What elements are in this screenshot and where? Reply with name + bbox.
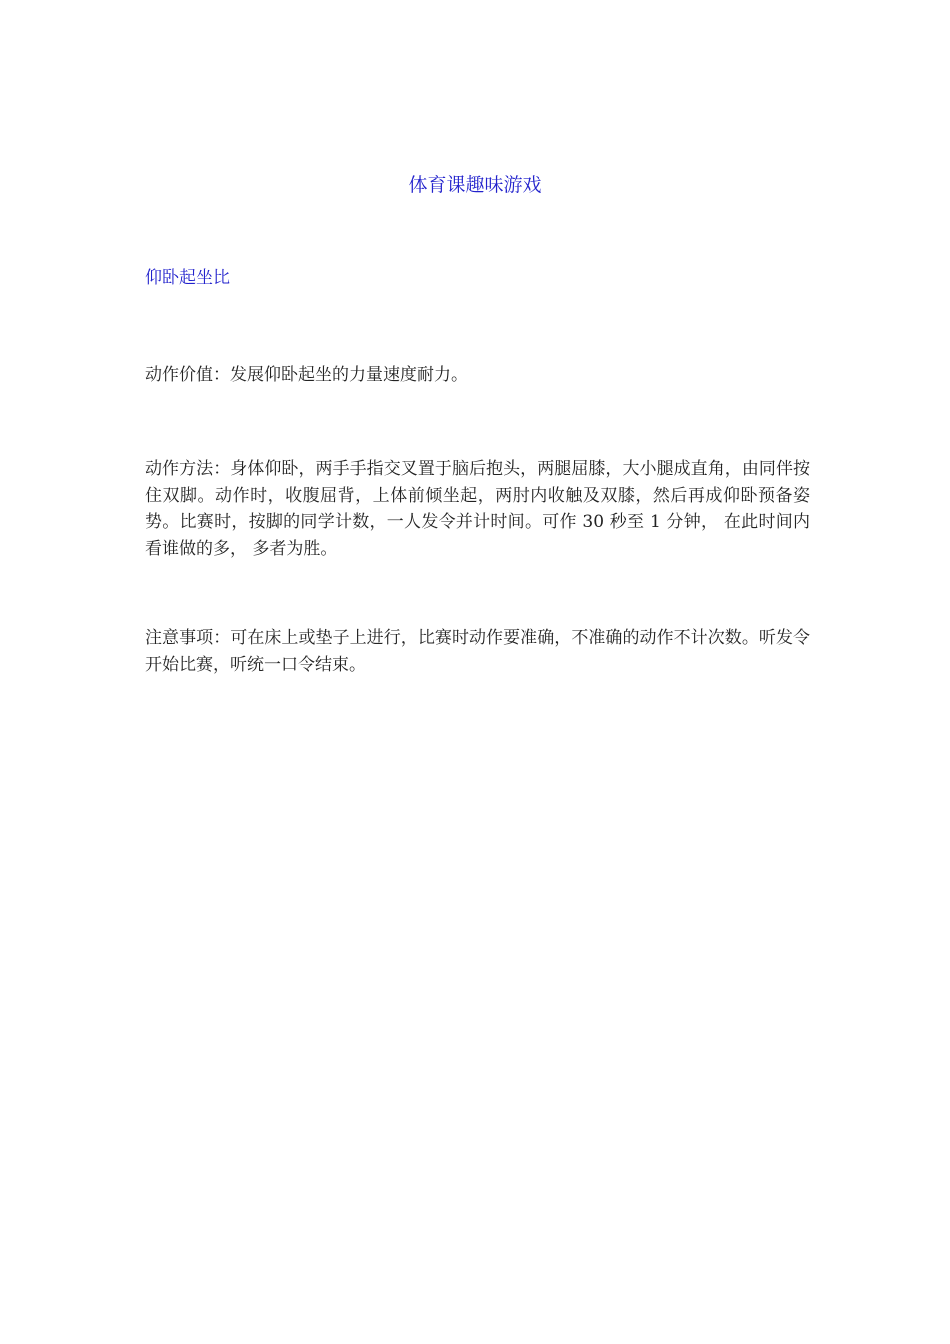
section-heading: 仰卧起坐比 <box>145 268 230 288</box>
document-title: 体育课趣味游戏 <box>408 174 542 196</box>
paragraph-action-method: 动作方法：身体仰卧，两手手指交叉置于脑后抱头，两腿屈膝，大小腿成直角，由同伴按住双脚。动作时，收腹屈背，上体前倾坐起，两肘内收触及双膝，然后再成仰卧预备姿势。比赛时，按脚的同学计数，一人发令并计时间。可作 30 秒至 1 分钟， 在此时间内看谁做的多， 多者为胜。 <box>145 459 810 559</box>
paragraph-notes: 注意事项：可在床上或垫子上进行，比赛时动作要准确，不准确的动作不计次数。听发令开始比赛，听统一口令结束。 <box>145 628 810 675</box>
paragraph-action-value: 动作价值：发展仰卧起坐的力量速度耐力。 <box>145 365 468 385</box>
